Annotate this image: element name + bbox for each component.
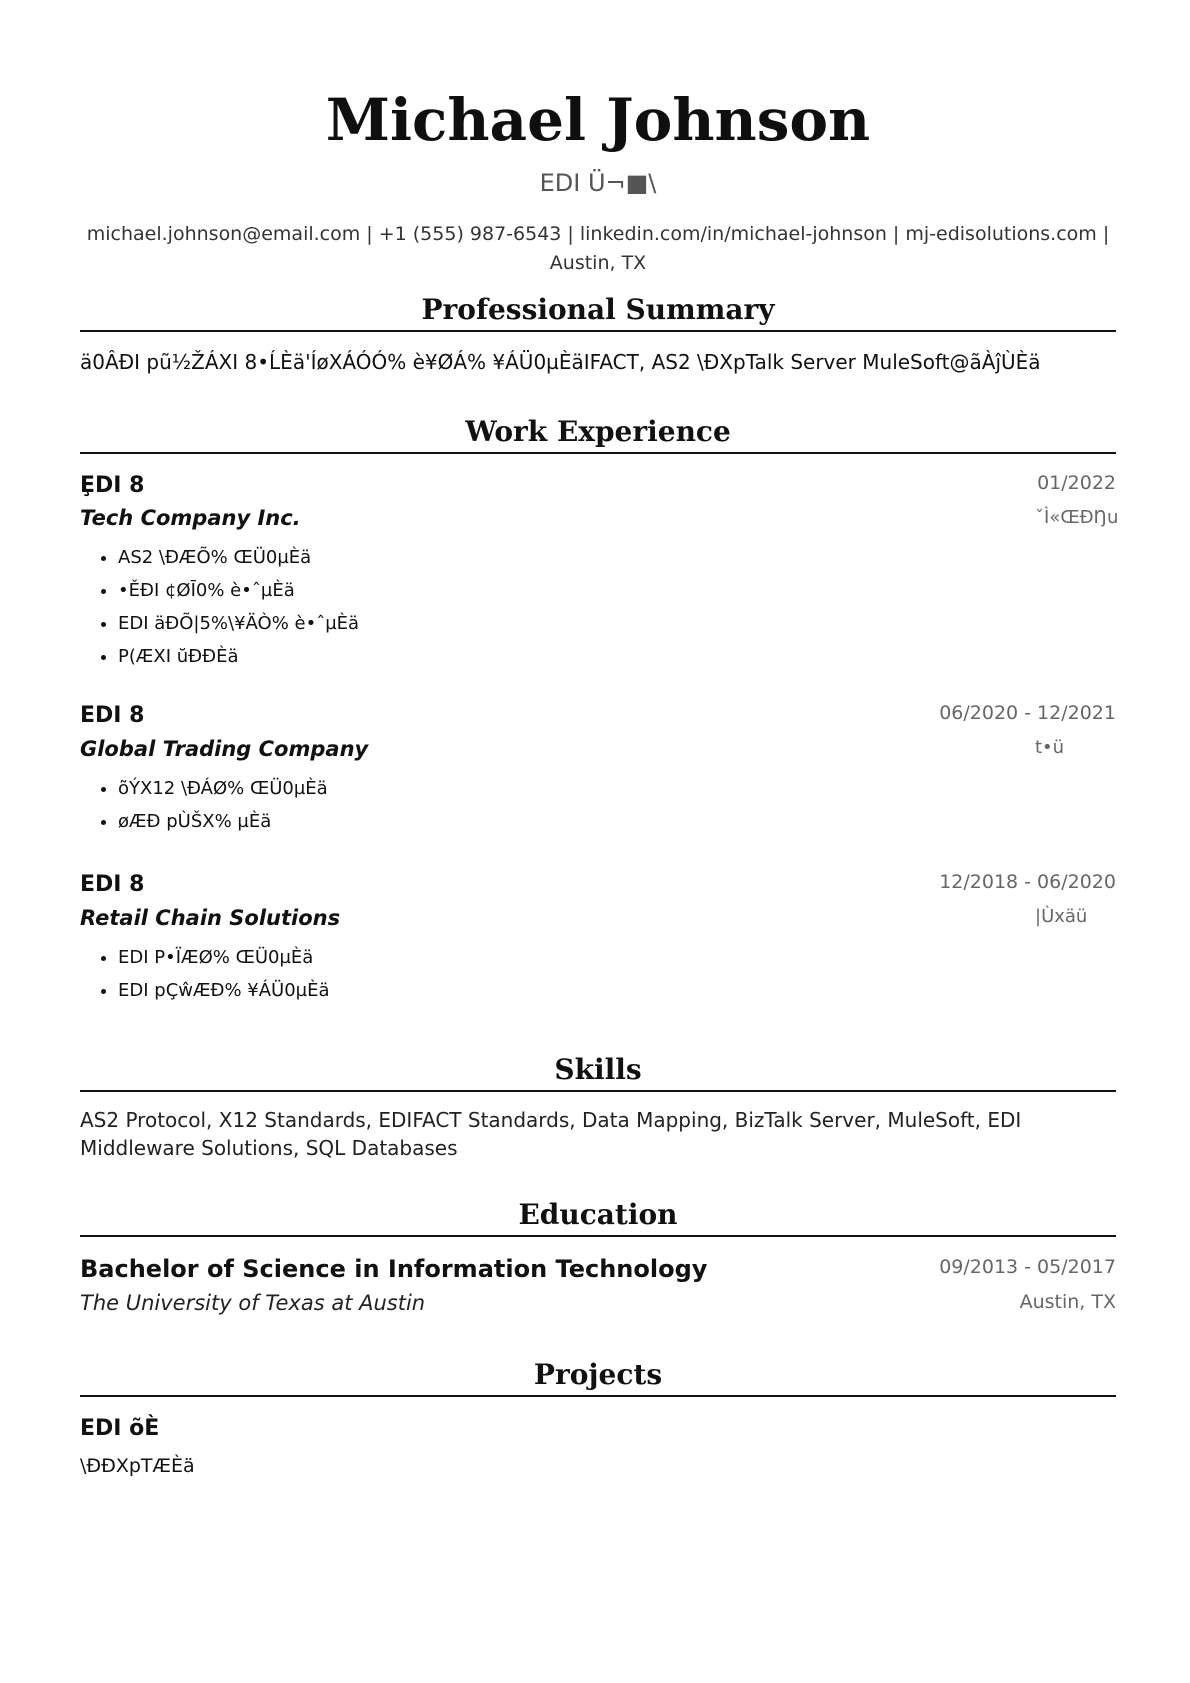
- job-bullets: [80, 941, 1018, 1007]
- job-title: ȨDI 8: [80, 473, 145, 498]
- project-title: EDI õÈ: [80, 1416, 160, 1441]
- job-bullet: • AS2 \ÐÆÕ% ŒÜ0µÈä: [118, 541, 1018, 574]
- section-title-experience: Work Experience: [465, 415, 731, 448]
- job-date: 06/2020 - 12/2021: [939, 702, 1116, 724]
- resume-page: [80, 0, 1119, 1683]
- job-bullet: • EDI äÐÕ|5%\¥ÄÒ% è•ˆµÈä: [118, 607, 1018, 640]
- job-location: t•ü: [1035, 737, 1065, 758]
- candidate-role: EDI Ü¬■\: [539, 169, 657, 197]
- job-company: Retail Chain Solutions: [80, 906, 341, 930]
- section-title-skills: Skills: [554, 1053, 642, 1086]
- contact-info: [80, 220, 1116, 278]
- contact-line-1: michael.johnson@email.com | +1 (555) 987-6543 | linkedin.com/in/michael-johnson | mj-edisolutions.com |: [86, 223, 1110, 245]
- job-company: Global Trading Company: [80, 737, 369, 761]
- education-date: 09/2013 - 05/2017: [939, 1256, 1116, 1278]
- job-bullets: [80, 541, 1018, 673]
- skills-list: AS2 Protocol, X12 Standards, EDIFACT Standards, Data Mapping, BizTalk Server, MuleSoft, EDI Middleware Solutions, SQL Databases: [80, 1108, 1022, 1160]
- section-title-education: Education: [518, 1198, 678, 1231]
- job-bullet: • õÝX12 \ÐÁØ% ŒÜ0µÈä: [118, 772, 1018, 805]
- contact-line-2: Austin, TX: [549, 252, 647, 274]
- job-location: |Ùxäü: [1035, 906, 1088, 927]
- job-title: EDI 8: [80, 703, 145, 728]
- project-description: \ÐĐXpTÆÈä: [80, 1455, 195, 1477]
- job-company: Tech Company Inc.: [80, 506, 301, 530]
- job-title: EDI 8: [80, 872, 145, 897]
- job-bullets: [80, 772, 1018, 838]
- summary-text: ä0ÂÐI pũ½ŽÁXI 8•ĹÈä'ÍøXÁÓÓ% è¥ØÁ% ¥ÁÜ0µÈäIFACT, AS2 \ĐXpTalk Server MuleSoft@ãÀĵÙÈä: [80, 350, 1041, 374]
- section-divider: [80, 452, 1116, 454]
- job-bullet: • øÆĐ pÙŠX% µÈä: [118, 805, 1018, 838]
- education-location: Austin, TX: [1019, 1291, 1116, 1313]
- section-divider: [80, 1235, 1116, 1237]
- section-title-projects: Projects: [533, 1358, 663, 1391]
- candidate-name: Michael Johnson: [325, 86, 871, 154]
- section-divider: [80, 1090, 1116, 1092]
- education-degree: Bachelor of Science in Information Technology: [80, 1255, 708, 1283]
- section-divider: [80, 1395, 1116, 1397]
- job-bullet: • P(ÆXI ŭÐĐÈä: [118, 640, 1018, 673]
- job-bullet: • EDI P•ÏÆØ% ŒÜ0µÈä: [118, 941, 1018, 974]
- job-location: ˇÌ«ŒĐŊu: [1035, 507, 1119, 528]
- job-date: 01/2022: [1037, 472, 1116, 494]
- section-divider: [80, 330, 1116, 332]
- education-school: The University of Texas at Austin: [80, 1291, 426, 1315]
- job-bullet: • EDI pÇŵÆÐ% ¥ÁÜ0µÈä: [118, 974, 1018, 1007]
- job-date: 12/2018 - 06/2020: [939, 871, 1116, 893]
- section-title-summary: Professional Summary: [421, 293, 775, 326]
- job-bullet: • •ĚÐI ¢ØĪ0% è•ˆµÈä: [118, 574, 1018, 607]
